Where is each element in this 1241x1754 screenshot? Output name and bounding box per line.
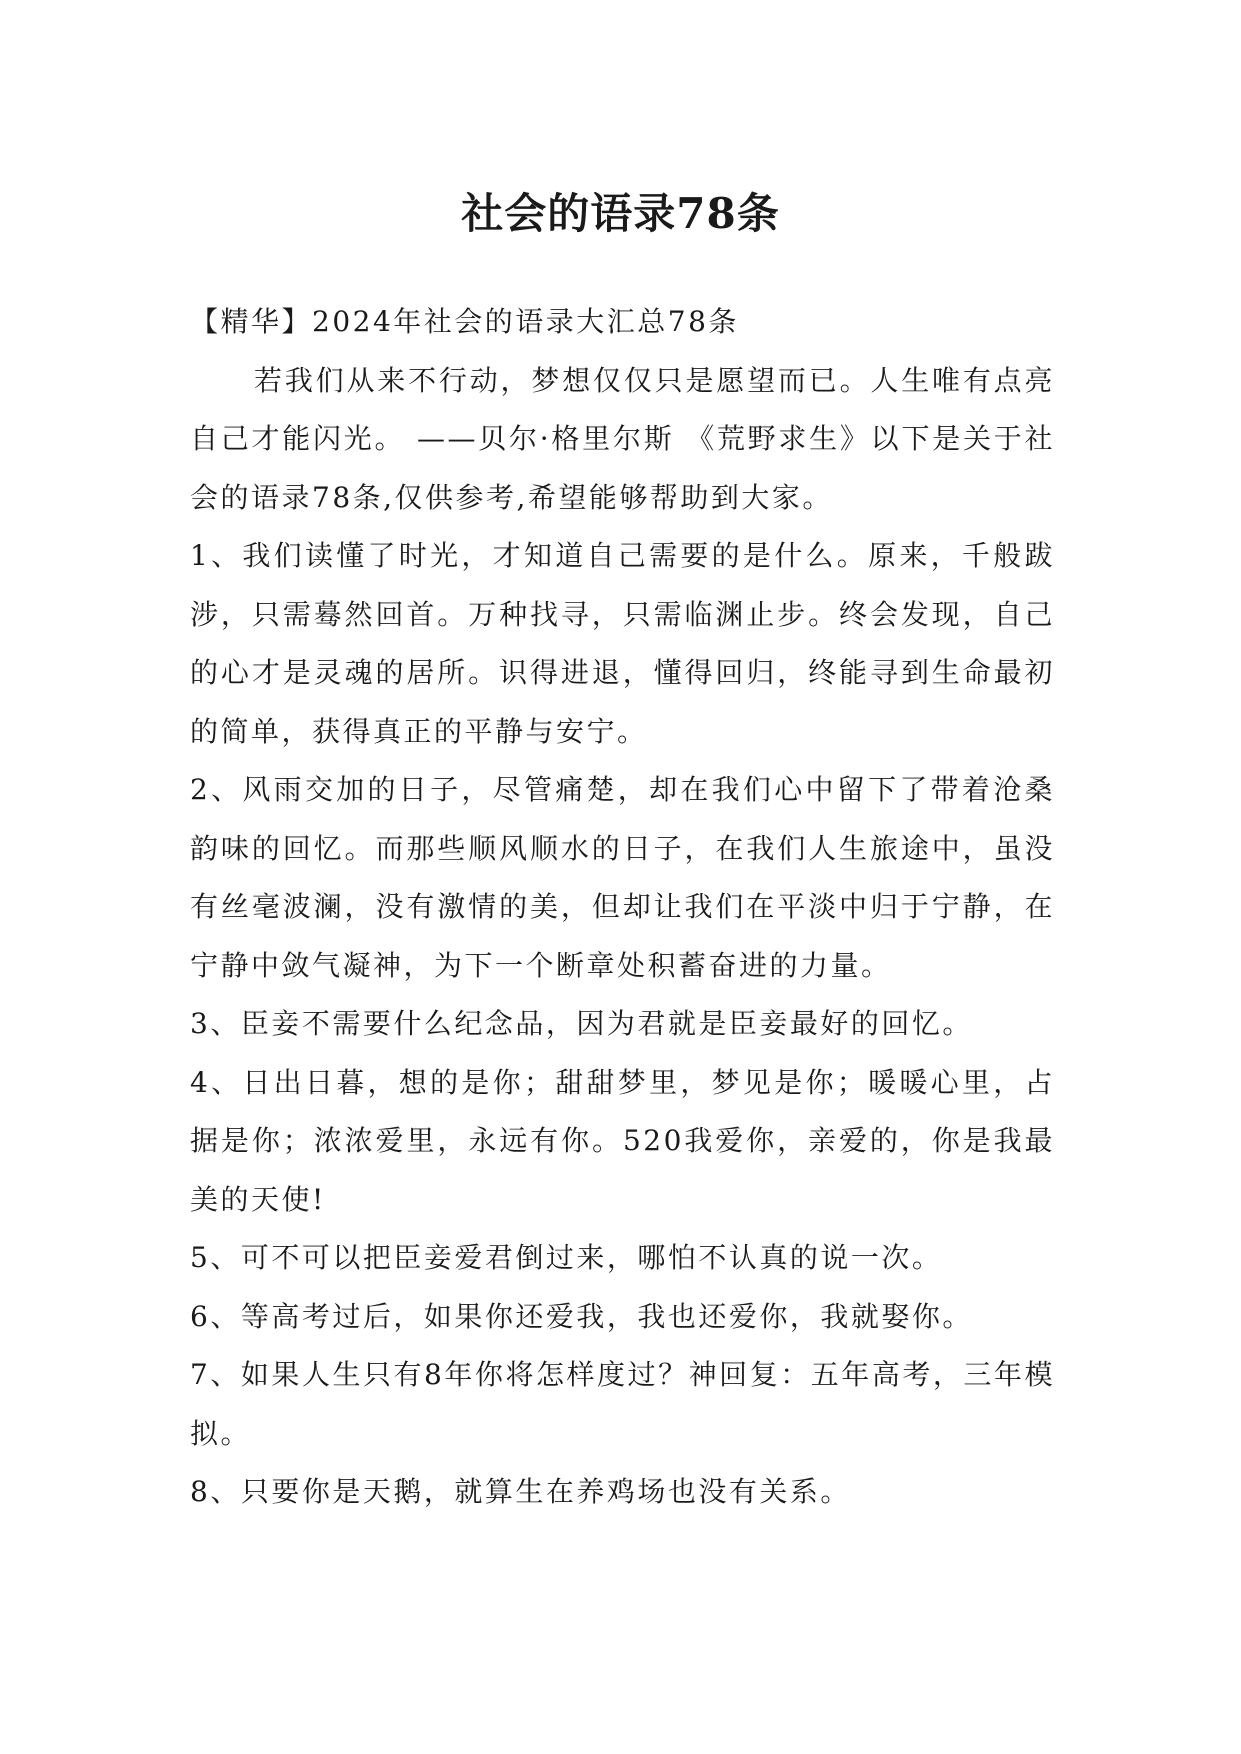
list-item: 5、可不可以把臣妾爱君倒过来，哪怕不认真的说一次。 [190, 1241, 943, 1274]
document-subtitle: 【精华】2024年社会的语录大汇总78条 [190, 305, 739, 338]
list-item: 8、只要你是天鹅，就算生在养鸡场也没有关系。 [190, 1475, 851, 1508]
list-item: 4、日出日暮，想的是你；甜甜梦里，梦见是你；暖暖心里，占据是你；浓浓爱里，永远有你。520我爱你，亲爱的，你是我最美的天使! [190, 1065, 1055, 1216]
page-title: 社会的语录78条 [461, 189, 780, 239]
list-item: 7、如果人生只有8年你将怎样度过？神回复：五年高考，三年模拟。 [190, 1358, 1055, 1450]
list-item: 6、等高考过后，如果你还爱我，我也还爱你，我就娶你。 [190, 1299, 973, 1333]
list-item: 3、臣妾不需要什么纪念品，因为君就是臣妾最好的回忆。 [190, 1007, 973, 1040]
document-body [190, 293, 1055, 1522]
intro-paragraph: 若我们从来不行动，梦想仅仅只是愿望而已。人生唯有点亮自己才能闪光。 ——贝尔·格里尔斯 《荒野求生》以下是关于社会的语录78条,仅供参考,希望能够帮助到大家。 [190, 363, 1055, 514]
list-item: 1、我们读懂了时光，才知道自己需要的是什么。原来，千般跋涉，只需蓦然回首。万种找寻，只需临渊止步。终会发现，自己的心才是灵魂的居所。识得进退，懂得回归，终能寻到生命最初的简单，获得真正的平静与安宁。 [190, 539, 1055, 748]
list-item: 2、风雨交加的日子，尽管痛楚，却在我们心中留下了带着沧桑韵味的回忆。而那些顺风顺水的日子，在我们人生旅途中，虽没有丝毫波澜，没有激情的美，但却让我们在平淡中归于宁静，在宁静中敛气凝神，为下一个断章处积蓄奋进的力量。 [190, 773, 1055, 982]
